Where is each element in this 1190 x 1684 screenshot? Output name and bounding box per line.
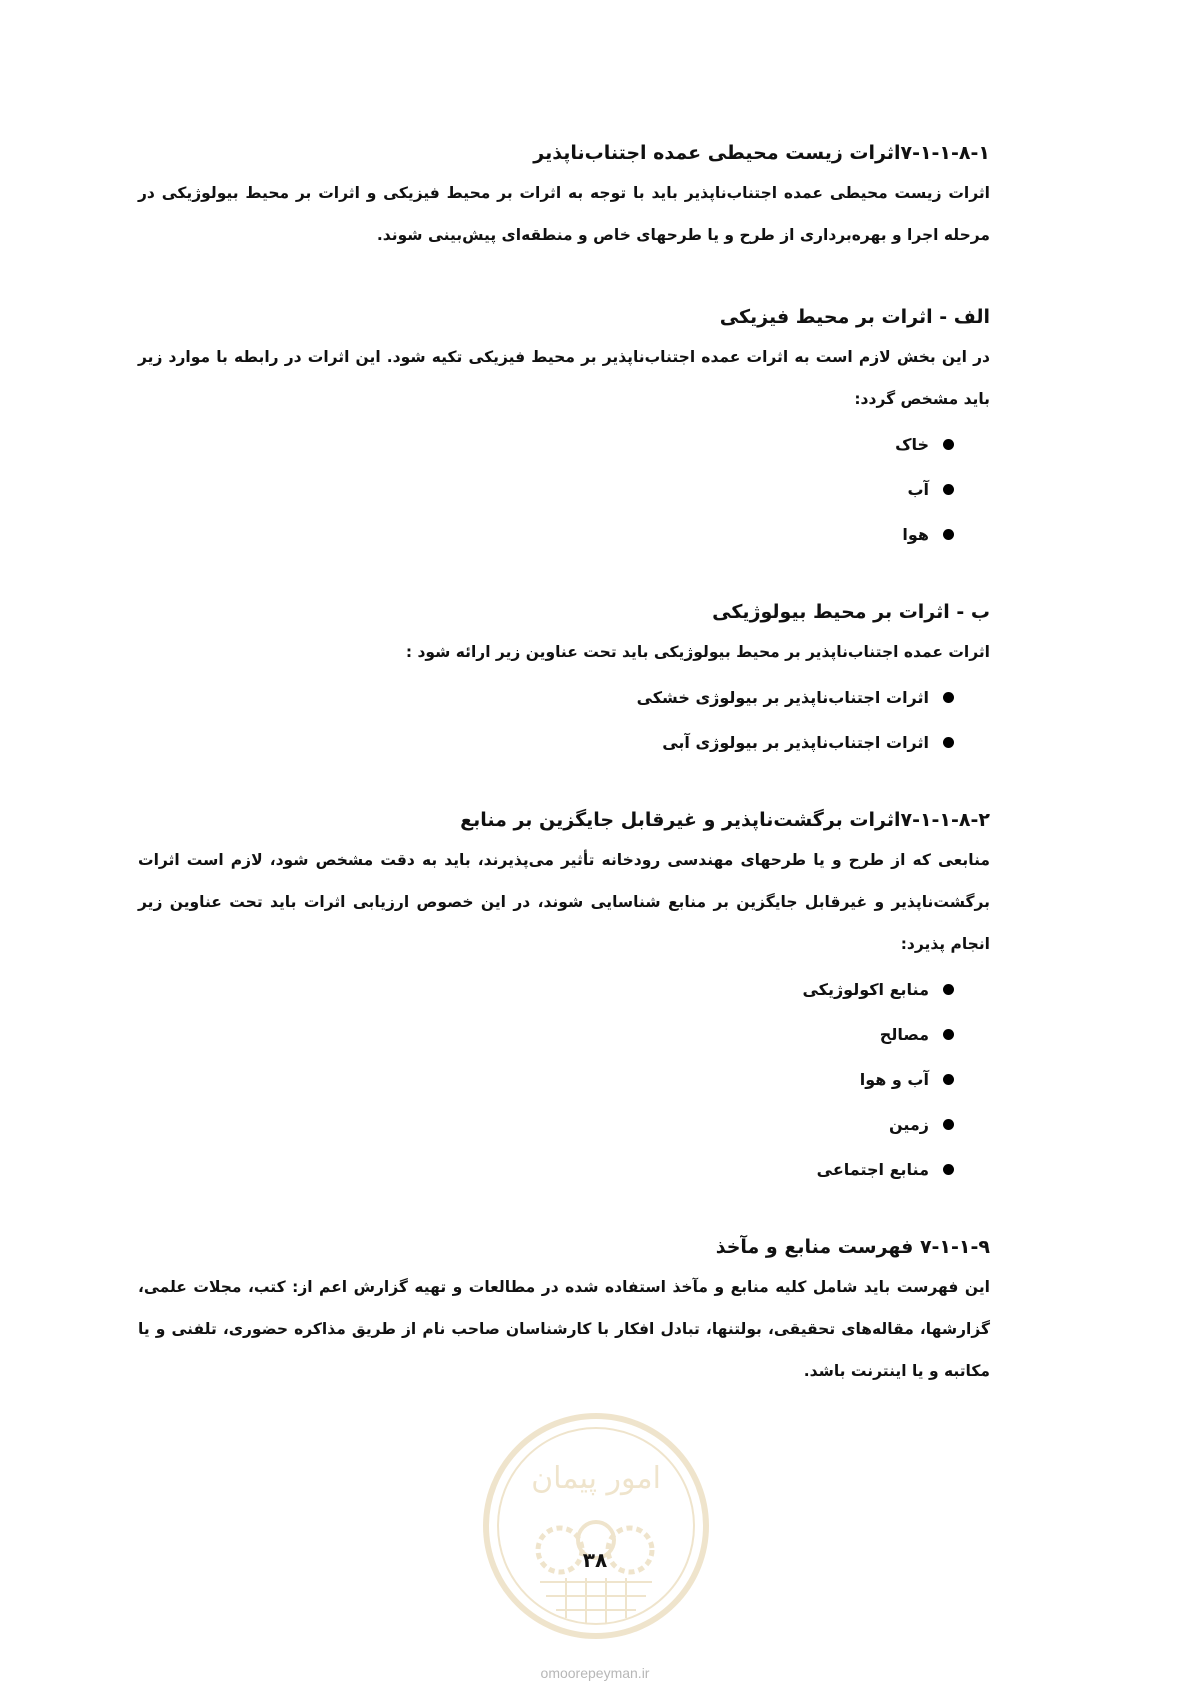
watermark-outer-ring: [486, 1416, 706, 1636]
section-heading: ۷-۱-۱-۹ فهرست منابع و مآخذ: [715, 1236, 990, 1258]
section-heading: ۷-۱-۱-۸-۲اثرات برگشت‌ناپذیر و غیرقابل جایگزین بر منابع: [460, 809, 990, 831]
section-heading: ۷-۱-۱-۸-۱اثرات زیست محیطی عمده اجتناب‌ناپذیر: [533, 142, 990, 164]
section-biological-environment: [138, 597, 990, 765]
bullet-icon: [943, 1164, 954, 1175]
section-references: [138, 1232, 990, 1392]
list-item: آب و هوا: [138, 1057, 954, 1102]
watermark-site: omoorepeyman.ir: [540, 1665, 650, 1681]
section-paragraph: منابعی که از طرح و یا طرحهای مهندسی رودخانه تأثیر می‌پذیرند، باید به دقت مشخص شود، لازم است اثرات برگشت‌ناپذیر و غیرقابل جایگزین بر منابع شناسایی شوند، در این خصوص ارزیابی اثرات باید تحت عناوین زیر انجام پذیرد:: [138, 851, 990, 953]
section-physical-environment: [138, 302, 990, 557]
watermark-text: امور پیمان: [531, 1461, 661, 1496]
bullet-list: [138, 967, 990, 1192]
watermark-inner-ring: [498, 1428, 694, 1624]
bullet-icon: [943, 1029, 954, 1040]
bullet-icon: [943, 529, 954, 540]
bullet-icon: [943, 484, 954, 495]
subsection-paragraph: اثرات عمده اجتناب‌ناپذیر بر محیط بیولوژیکی باید تحت عناوین زیر ارائه شود :: [405, 643, 990, 661]
list-item: منابع اکولوژیکی: [138, 967, 954, 1012]
list-item: منابع اجتماعی: [138, 1147, 954, 1192]
page-number: ۳۸: [582, 1548, 608, 1572]
section-paragraph: اثرات زیست محیطی عمده اجتناب‌ناپذیر باید با توجه به اثرات بر محیط فیزیکی و اثرات بر محیط بیولوژیکی در مرحله اجرا و بهره‌برداری از طرح و یا طرحهای خاص و منطقه‌ای پیش‌بینی شوند.: [138, 184, 990, 244]
subsection-paragraph: در این بخش لازم است به اثرات عمده اجتناب‌ناپذیر بر محیط فیزیکی تکیه شود. این اثرات در رابطه با موارد زیر باید مشخص گردد:: [138, 348, 990, 408]
bullet-icon: [943, 1119, 954, 1130]
list-item: اثرات اجتناب‌ناپذیر بر بیولوژی آبی: [138, 720, 954, 765]
watermark-logo: [480, 1410, 712, 1642]
bullet-icon: [943, 737, 954, 748]
list-item: آب: [138, 467, 954, 512]
bullet-icon: [943, 439, 954, 450]
document-body: [138, 138, 990, 1438]
list-item: زمین: [138, 1102, 954, 1147]
bullet-icon: [943, 1074, 954, 1085]
bullet-icon: [943, 692, 954, 703]
section-irreversible-impacts: [138, 805, 990, 1192]
list-item: مصالح: [138, 1012, 954, 1057]
list-item: هوا: [138, 512, 954, 557]
section-unavoidable-impacts: [138, 138, 990, 256]
bullet-icon: [943, 984, 954, 995]
subsection-heading: الف - اثرات بر محیط فیزیکی: [719, 306, 990, 328]
list-item: اثرات اجتناب‌ناپذیر بر بیولوژی خشکی: [138, 675, 954, 720]
list-item: خاک: [138, 422, 954, 467]
section-paragraph: این فهرست باید شامل کلیه منابع و مآخذ استفاده شده در مطالعات و تهیه گزارش اعم از: کتب، مجلات علمی، گزارشها، مقاله‌های تحقیقی، بولتنها، تبادل افکار با کارشناسان صاحب نام از طریق مذاکره حضوری، تلفنی و یا مکاتبه و یا اینترنت باشد.: [138, 1278, 990, 1380]
subsection-heading: ب - اثرات بر محیط بیولوژیکی: [712, 601, 990, 623]
grid-icon: [540, 1578, 652, 1624]
bullet-list: [138, 675, 990, 765]
bullet-list: [138, 422, 990, 557]
